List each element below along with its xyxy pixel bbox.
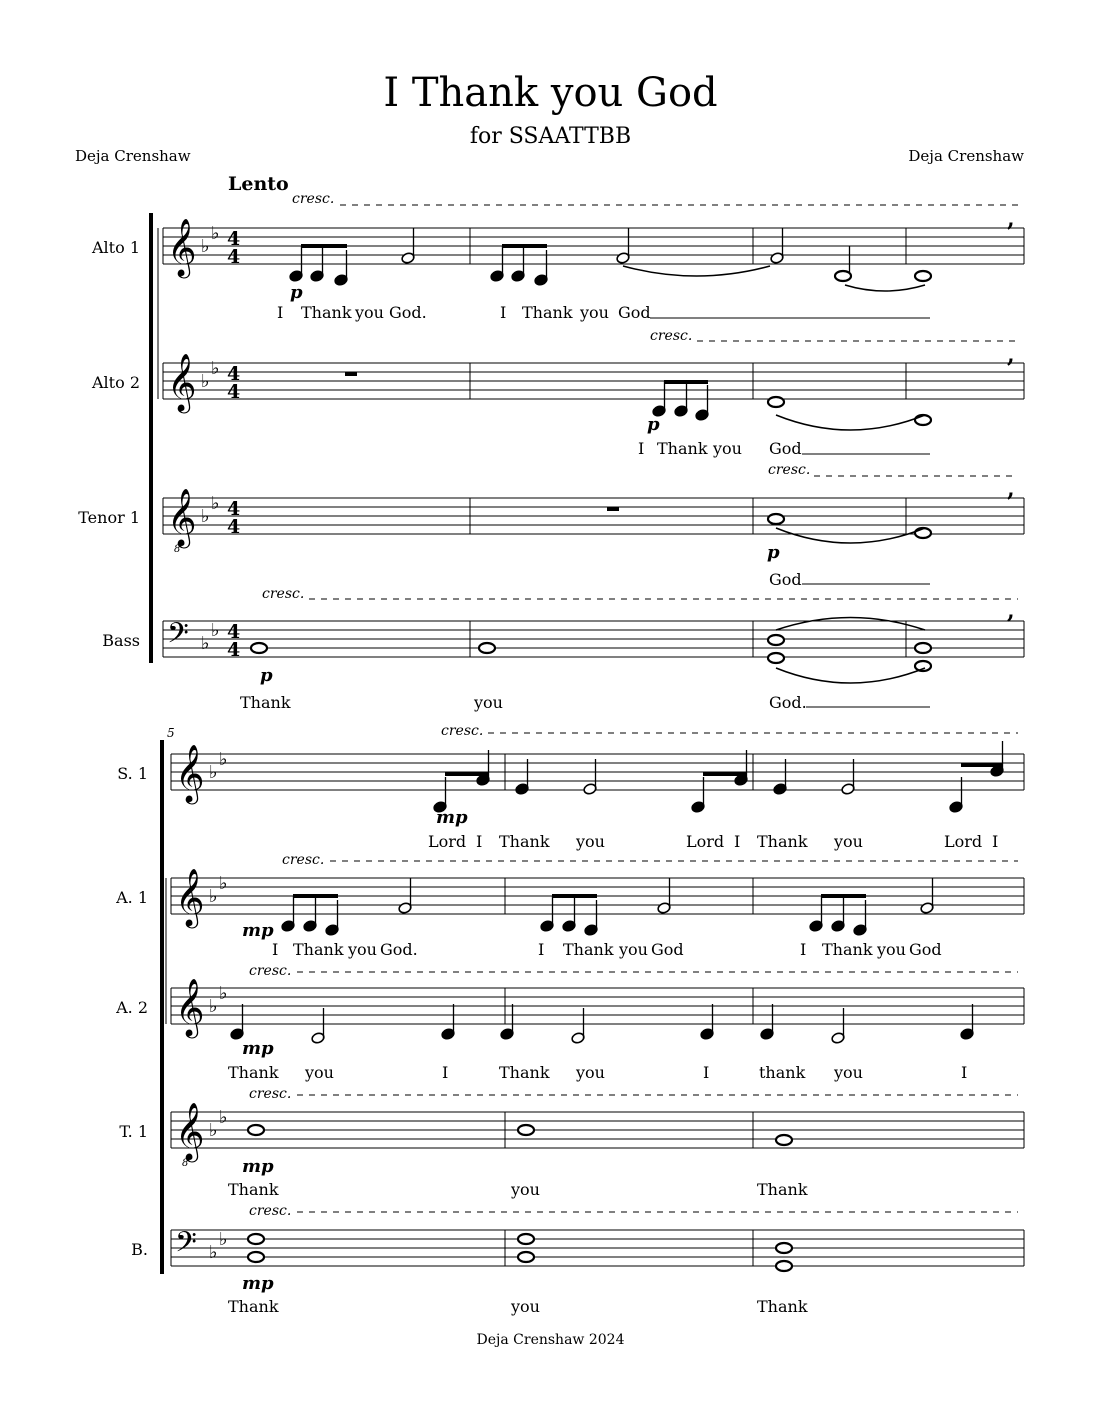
whole-note [518, 1234, 534, 1244]
whole-note [248, 1125, 264, 1135]
whole-note [518, 1125, 534, 1135]
lyric: I [500, 303, 507, 322]
flat-sign: ♭ [219, 983, 228, 1004]
tie [845, 285, 925, 291]
flat-sign: ♭ [211, 493, 220, 514]
lyric: you [576, 1063, 605, 1082]
flat-sign: ♭ [209, 1120, 218, 1141]
lyric: Thank [757, 832, 808, 851]
instrument-name-tenor1: Tenor 1 [78, 508, 140, 527]
poet-credit: Deja Crenshaw [75, 147, 191, 165]
tie [776, 415, 925, 430]
lyric: Thank [228, 1297, 279, 1316]
whole-note [248, 1252, 264, 1262]
whole-note [248, 1234, 264, 1244]
flat-sign: ♭ [201, 506, 210, 527]
flat-sign: ♭ [211, 620, 220, 641]
treble-clef: 𝄞 [175, 868, 205, 926]
lyric: Thank [522, 303, 573, 322]
lyric: Thank [228, 1180, 279, 1199]
lyric: you [834, 832, 863, 851]
tie [776, 618, 925, 631]
whole-note [776, 1261, 792, 1271]
lyric: I [734, 832, 741, 851]
cresc-bass-s1: cresc. [262, 586, 305, 602]
flat-sign: ♭ [219, 873, 228, 894]
flat-sign: ♭ [211, 223, 220, 244]
flat-sign: ♭ [219, 1107, 228, 1128]
lyric: God [769, 570, 802, 589]
copyright-footer: Deja Crenshaw 2024 [476, 1332, 625, 1348]
lyric: I [800, 940, 807, 959]
instrument-name-alto1: Alto 1 [92, 238, 140, 257]
lyric: thank [759, 1063, 806, 1082]
flat-sign: ♭ [219, 749, 228, 770]
instrument-name-alto1: A. 1 [116, 888, 148, 907]
breath-mark: , [1007, 342, 1015, 368]
tie [623, 266, 770, 276]
lyric: Thank [657, 439, 708, 458]
lyric: you [474, 693, 503, 712]
lyric: Lord [944, 832, 983, 851]
lyric: I [476, 832, 483, 851]
time-signature: 4 [227, 246, 241, 268]
lyric: you [576, 832, 605, 851]
lyric: Thank [757, 1180, 808, 1199]
whole-note [518, 1252, 534, 1262]
lyric: Thank [499, 832, 550, 851]
flat-sign: ♭ [219, 1229, 228, 1250]
measure-number: 5 [167, 726, 175, 740]
instrument-name-alto2: Alto 2 [92, 373, 140, 392]
whole-note [768, 397, 784, 407]
lyric: God [769, 439, 802, 458]
dynamic-mp-soprano1: mp [436, 807, 468, 828]
cresc-soprano1-s2: cresc. [441, 723, 484, 739]
breath-mark: , [1007, 598, 1015, 624]
score-subtitle: for SSAATTBB [469, 124, 632, 149]
cresc-tenor1-s1: cresc. [768, 462, 811, 478]
cresc-alto1-s1: cresc. [292, 191, 335, 207]
time-signature: 4 [227, 498, 241, 520]
lyric: you [580, 303, 609, 322]
octave-mark: 8 [174, 544, 181, 555]
lyric: you [713, 439, 742, 458]
whole-rest [345, 372, 357, 376]
time-signature: 4 [227, 621, 241, 643]
whole-note [835, 271, 851, 281]
instrument-name-soprano1: S. 1 [117, 764, 148, 783]
lyric: God. [380, 940, 418, 959]
whole-note [915, 271, 931, 281]
dynamic-p-alto1: p [290, 282, 303, 303]
octave-mark: 8 [182, 1158, 189, 1169]
tie [776, 668, 925, 683]
instrument-name-alto2: A. 2 [116, 998, 148, 1017]
lyric: I [992, 832, 999, 851]
time-signature: 4 [227, 516, 241, 538]
lyric: Lord [686, 832, 725, 851]
lyric: I [442, 1063, 449, 1082]
dynamic-mp-tenor1: mp [242, 1156, 274, 1177]
treble-clef: 𝄞 [167, 218, 197, 276]
treble-clef: 𝄞 [175, 744, 205, 802]
score-title: I Thank you God [383, 70, 718, 116]
lyric: Lord [428, 832, 467, 851]
whole-note [251, 643, 267, 653]
whole-note [479, 643, 495, 653]
lyric: Thank [301, 303, 352, 322]
treble-clef: 𝄞 [167, 353, 197, 411]
flat-sign: ♭ [201, 633, 210, 654]
cresc-alto2-s2: cresc. [249, 963, 292, 979]
breath-mark: , [1007, 476, 1015, 502]
whole-note [915, 643, 931, 653]
lyric: Thank [293, 940, 344, 959]
whole-note [776, 1243, 792, 1253]
lyric: you [355, 303, 384, 322]
lyric: you [511, 1297, 540, 1316]
instrument-name-bass: B. [131, 1240, 148, 1259]
lyric: you [834, 1063, 863, 1082]
dynamic-p-tenor1: p [767, 542, 780, 563]
cresc-bass-s2: cresc. [249, 1203, 292, 1219]
flat-sign: ♭ [209, 1242, 218, 1263]
lyric: I [272, 940, 279, 959]
composer-credit: Deja Crenshaw [908, 147, 1024, 165]
whole-note [768, 653, 784, 663]
whole-note [776, 1135, 792, 1145]
flat-sign: ♭ [209, 886, 218, 907]
flat-sign: ♭ [209, 996, 218, 1017]
dynamic-mp-alto2: mp [242, 1038, 274, 1059]
time-signature: 4 [227, 363, 241, 385]
lyric: you [619, 940, 648, 959]
bass-clef: 𝄢 [175, 1226, 197, 1266]
lyric: Thank [822, 940, 873, 959]
dynamic-p-bass: p [260, 665, 273, 686]
bass-clef: 𝄢 [167, 617, 189, 657]
lyric: God [651, 940, 684, 959]
tie [776, 528, 925, 543]
whole-rest [607, 507, 619, 511]
time-signature: 4 [227, 381, 241, 403]
lyric: I [703, 1063, 710, 1082]
flat-sign: ♭ [201, 371, 210, 392]
time-signature: 4 [227, 228, 241, 250]
lyric: I [961, 1063, 968, 1082]
lyric: you [305, 1063, 334, 1082]
treble-clef: 𝄞 [175, 1102, 205, 1160]
lyric: you [511, 1180, 540, 1199]
flat-sign: ♭ [211, 358, 220, 379]
lyric: Thank [563, 940, 614, 959]
lyric: Thank [499, 1063, 550, 1082]
cresc-alto1-s2: cresc. [282, 852, 325, 868]
lyric: you [348, 940, 377, 959]
time-signature: 4 [227, 639, 241, 661]
lyric: Thank [757, 1297, 808, 1316]
instrument-name-tenor1: T. 1 [119, 1122, 148, 1141]
lyric: God. [389, 303, 427, 322]
whole-note [768, 514, 784, 524]
lyric: Thank [240, 693, 291, 712]
lyric: I [538, 940, 545, 959]
lyric: I [638, 439, 645, 458]
flat-sign: ♭ [209, 762, 218, 783]
lyric: God [909, 940, 942, 959]
lyric: Thank [228, 1063, 279, 1082]
breath-mark: , [1007, 206, 1015, 232]
lyric: God [618, 303, 651, 322]
cresc-tenor1-s2: cresc. [249, 1086, 292, 1102]
dynamic-p-alto2: p [647, 414, 660, 435]
treble-clef: 𝄞 [167, 488, 197, 546]
dynamic-mp-alto1: mp [242, 920, 274, 941]
lyric: God. [769, 693, 807, 712]
instrument-name-bass: Bass [102, 631, 140, 650]
dynamic-mp-bass: mp [242, 1273, 274, 1294]
whole-note [768, 635, 784, 645]
treble-clef: 𝄞 [175, 978, 205, 1036]
cresc-alto2-s1: cresc. [650, 328, 693, 344]
tempo-marking: Lento [228, 173, 289, 195]
flat-sign: ♭ [201, 236, 210, 257]
lyric: you [877, 940, 906, 959]
lyric: I [277, 303, 284, 322]
